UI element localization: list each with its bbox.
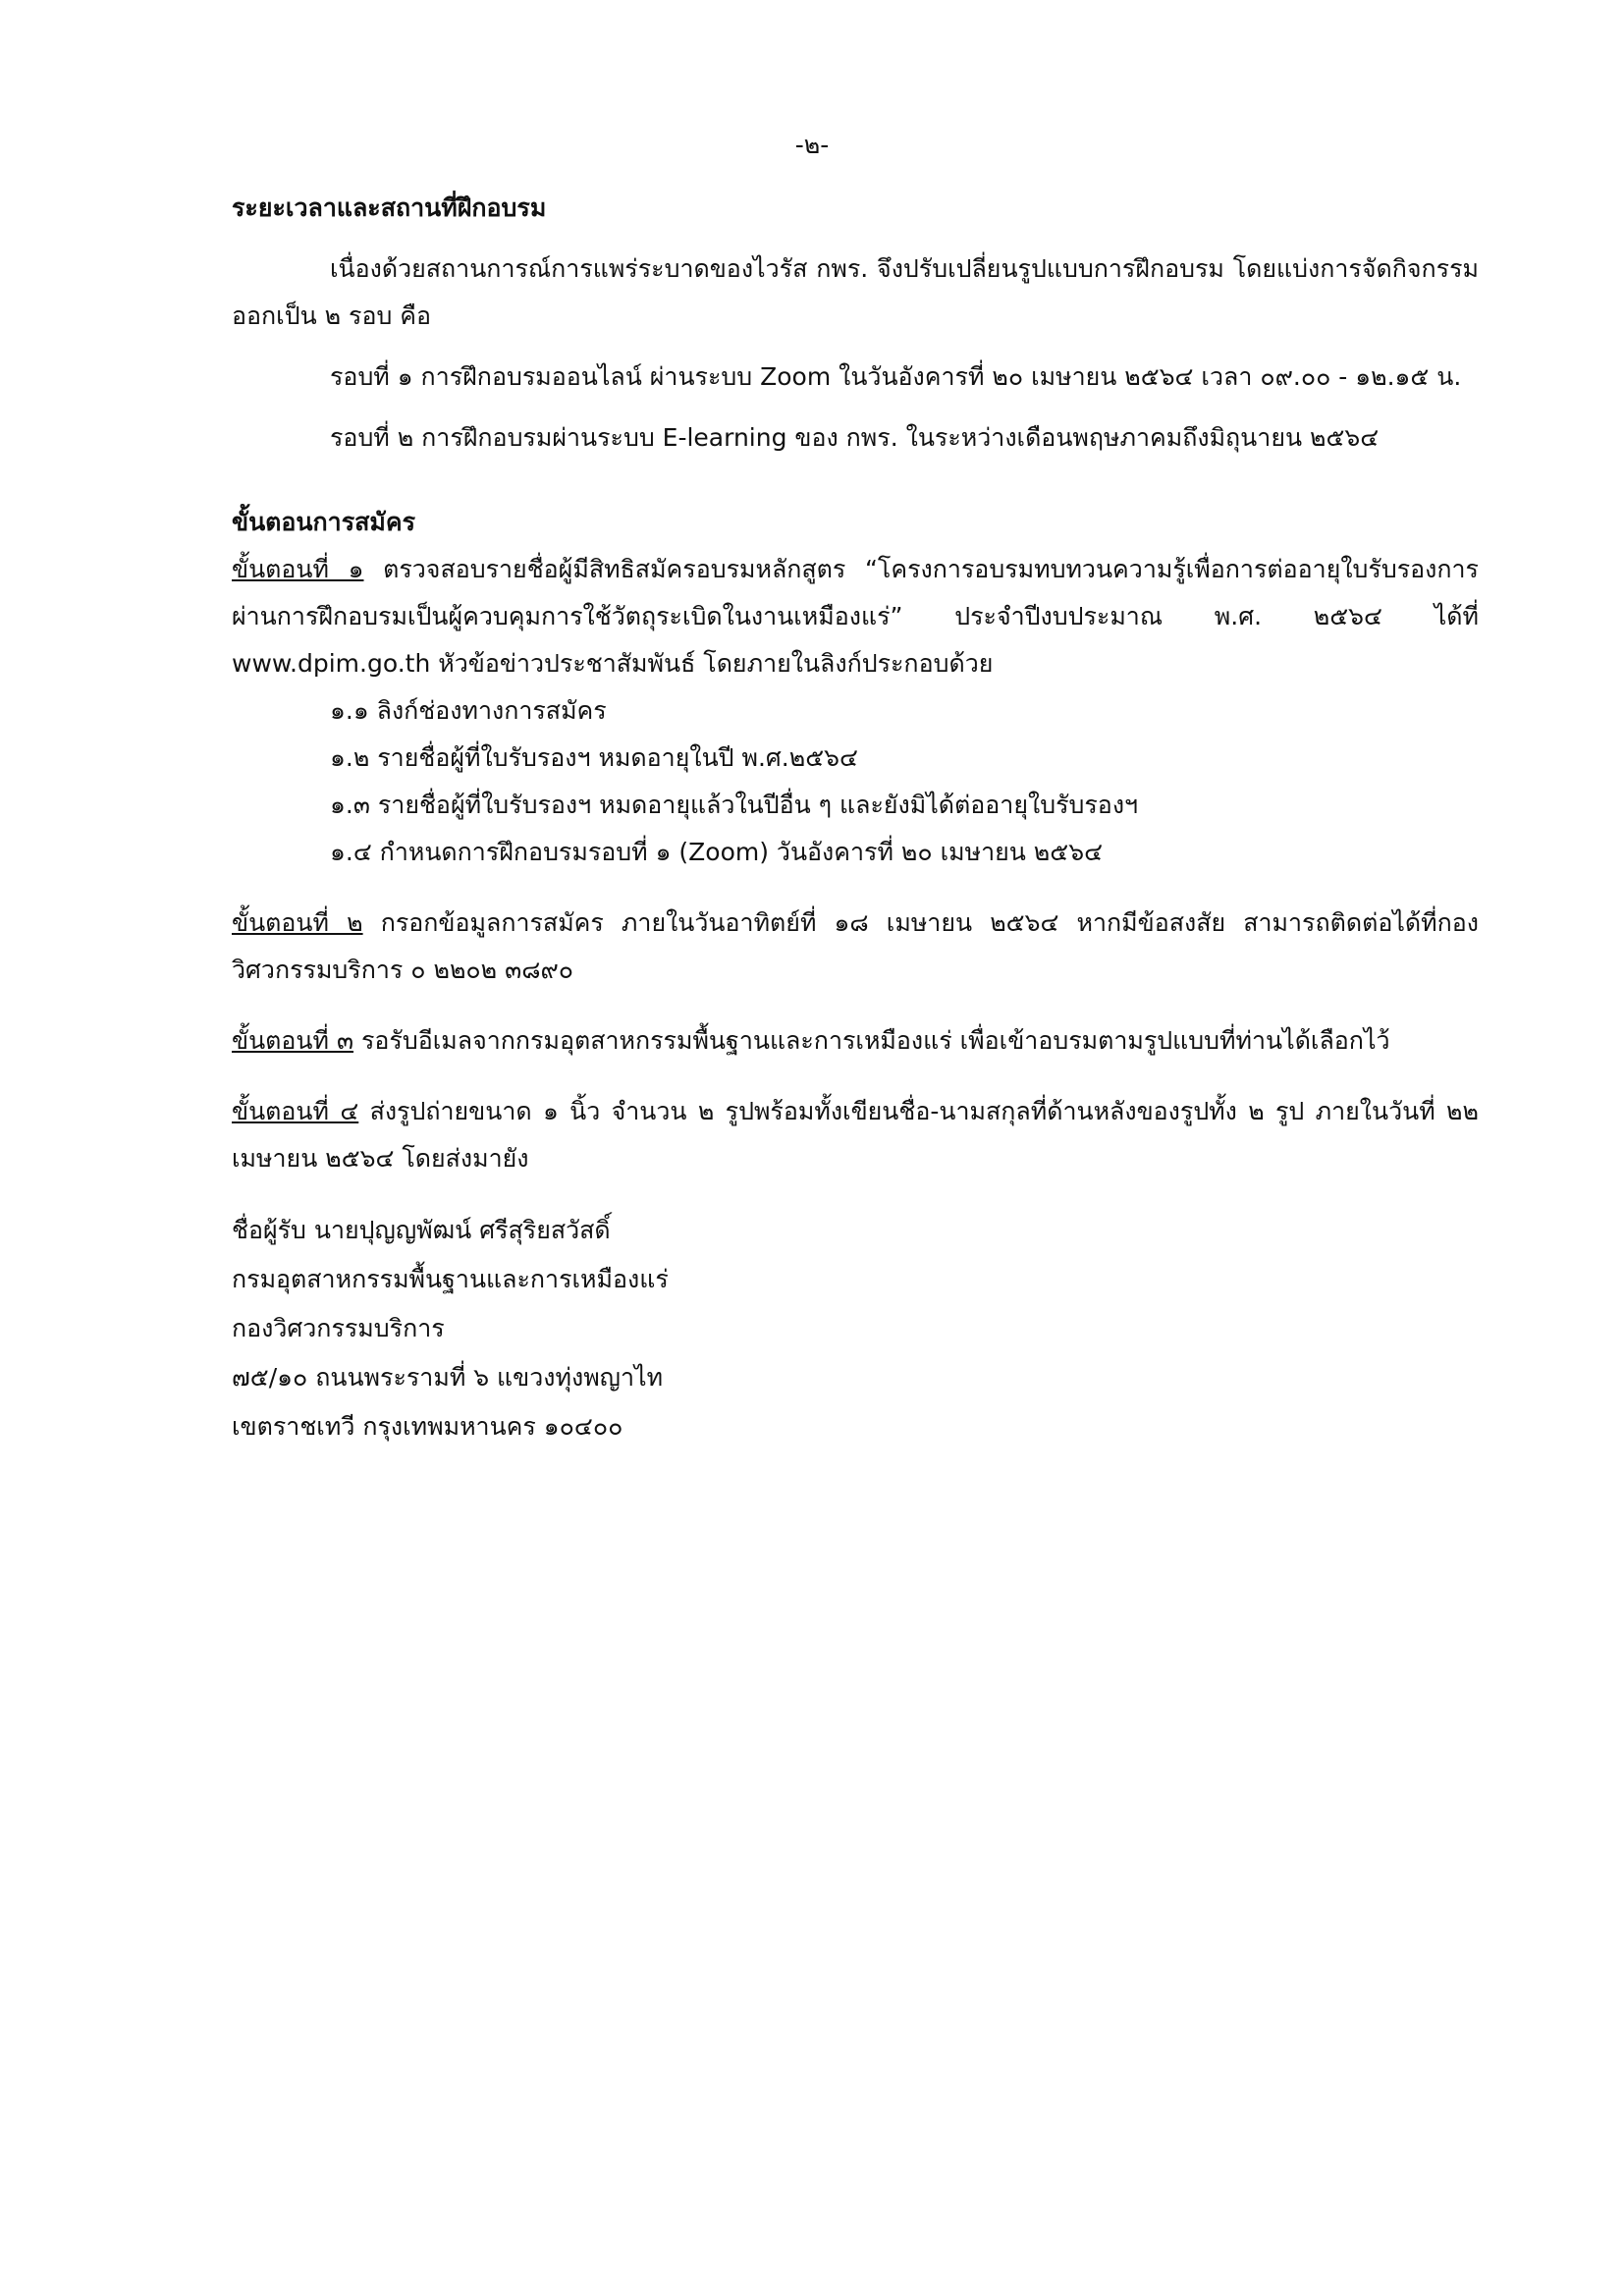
address-department: กรมอุตสาหกรรมพื้นฐานและการเหมืองแร่ (232, 1265, 669, 1293)
step-1-label: ขั้นตอนที่ ๑ (232, 555, 364, 583)
step-4-text: ส่งรูปถ่ายขนาด ๑ นิ้ว จำนวน ๒ รูปพร้อมทั้งเขียนชื่อ-นามสกุลที่ด้านหลังของรูปทั้ง ๒ รูป ภายในวันที่ ๒๒ เมษายน ๒๕๖๔ โดยส่งมายัง (232, 1097, 1479, 1173)
intro-paragraph: เนื่องด้วยสถานการณ์การแพร่ระบาดของไวรัส กพร. จึงปรับเปลี่ยนรูปแบบการฝึกอบรม โดยแบ่งการจัดกิจกรรมออกเป็น ๒ รอบ คือ (232, 254, 1479, 330)
round-1-paragraph: รอบที่ ๑ การฝึกอบรมออนไลน์ ผ่านระบบ Zoom ในวันอังคารที่ ๒๐ เมษายน ๒๕๖๔ เวลา ๐๙.๐๐ - ๑๒.๑๕ น. (330, 362, 1462, 391)
page-number: -๒- (794, 131, 830, 159)
round-2-paragraph: รอบที่ ๒ การฝึกอบรมผ่านระบบ E-learning ของ กพร. ในระหว่างเดือนพฤษภาคมถึงมิถุนายน ๒๕๖๔ (330, 423, 1380, 452)
document-body (232, 185, 1479, 1451)
mailing-address (232, 1206, 1479, 1451)
step-1-item-2: ๑.๒ รายชื่อผู้ที่ใบรับรองฯ หมดอายุในปี พ.ศ.๒๕๖๔ (330, 743, 858, 772)
step-3-label: ขั้นตอนที่ ๓ (232, 1026, 354, 1055)
step-1-paragraph (232, 546, 1479, 687)
step-2-text: กรอกข้อมูลการสมัคร ภายในวันอาทิตย์ที่ ๑๘ เมษายน ๒๕๖๔ หากมีข้อสงสัย สามารถติดต่อได้ที่กองวิศวกรรมบริการ ๐ ๒๒๐๒ ๓๘๙๐ (232, 908, 1479, 984)
step-2-paragraph (232, 900, 1479, 994)
address-street: ๗๕/๑๐ ถนนพระรามที่ ๖ แขวงทุ่งพญาไท (232, 1363, 664, 1392)
section-heading-application: ขั้นตอนการสมัคร (232, 508, 416, 536)
address-division: กองวิศวกรรมบริการ (232, 1314, 445, 1342)
address-city: เขตราชเทวี กรุงเทพมหานคร ๑๐๔๐๐ (232, 1412, 623, 1441)
step-4-paragraph (232, 1088, 1479, 1182)
step-1-item-1: ๑.๑ ลิงก์ช่องทางการสมัคร (330, 696, 607, 725)
step-4-label: ขั้นตอนที่ ๔ (232, 1097, 359, 1125)
step-1-item-4: ๑.๔ กำหนดการฝึกอบรมรอบที่ ๑ (Zoom) วันอังคารที่ ๒๐ เมษายน ๒๕๖๔ (330, 838, 1103, 866)
step-3-paragraph (232, 1017, 1479, 1065)
address-recipient: ชื่อผู้รับ นายปุญญพัฒน์ ศรีสุริยสวัสดิ์ (232, 1216, 611, 1244)
section-heading-schedule: ระยะเวลาและสถานที่ฝึกอบรม (232, 193, 547, 222)
step-1-item-3: ๑.๓ รายชื่อผู้ที่ใบรับรองฯ หมดอายุแล้วในปีอื่น ๆ และยังมิได้ต่ออายุใบรับรองฯ (330, 791, 1139, 819)
step-1-text: ตรวจสอบรายชื่อผู้มีสิทธิสมัครอบรมหลักสูตร “โครงการอบรมทบทวนความรู้เพื่อการต่ออายุใบรับรองการผ่านการฝึกอบรมเป็นผู้ควบคุมการใช้วัตถุระเบิดในงานเหมืองแร่” ประจำปีงบประมาณ พ.ศ. ๒๕๖๔ ได้ที่ www.dpim.go.th หัวข้อข่าวประชาสัมพันธ์ โดยภายในลิงก์ประกอบด้วย (232, 555, 1479, 678)
step-3-text: รอรับอีเมลจากกรมอุตสาหกรรมพื้นฐานและการเหมืองแร่ เพื่อเข้าอบรมตามรูปแบบที่ท่านได้เลือกไว้ (353, 1026, 1390, 1055)
step-2-label: ขั้นตอนที่ ๒ (232, 908, 363, 937)
